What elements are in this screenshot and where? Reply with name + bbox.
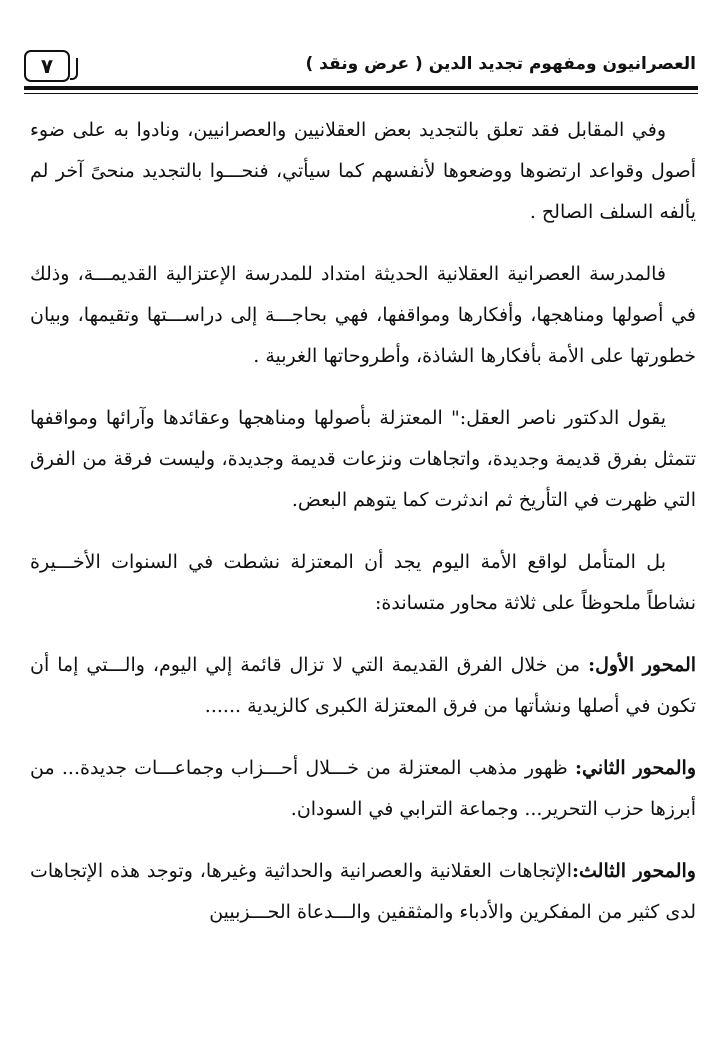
paragraph-axis-2 [30,748,696,830]
axis-3-text: الإتجاهات العقلانية والعصرانية والحداثية وغيرها، وتوجد هذه الإتجاهات لدى كثير من المفكرين والأدباء والمثقفين والـــدعاة الحـــزبيين [30,860,696,923]
axis-3-heading: والمحور الثالث: [571,860,696,882]
axis-2-heading: والمحور الثاني: [574,757,696,779]
running-title: العصرانيون ومفهوم تجديد الدين ( عرض ونقد ) [305,54,696,74]
paragraph-2 [30,254,696,377]
axis-2-text: ظهور مذهب المعتزلة من خـــلال أحـــزاب وجماعـــات جديدة... من أبرزها حزب التحرير... وجماعة الترابي في السودان. [30,757,696,820]
axis-1-heading: المحور الأول: [588,654,697,676]
paragraph-1-text: وفي المقابل فقد تعلق بالتجديد بعض العقلانيين والعصرانيين، ونادوا به على ضوء أصول وقواعد ارتضوها ووضعوها لأنفسهم كما سيأتي، فنحـــوا بالتجديد منحىً آخر لم يألفه السلف الصالح . [30,119,696,223]
paragraph-axis-1 [30,645,696,727]
paragraph-2-text: فالمدرسة العصرانية العقلانية الحديثة امتداد للمدرسة الإعتزالية القديمـــة، وذلك في أصولها ومناهجها، وأفكارها ومواقفها، فهي بحاجـــة إلى دراســـتها وتقيمها، وبيان خطورتها على الأمة بأفكارها الشاذة، وأطروحاتها الغربية . [30,263,696,367]
header-rule-thin [24,93,698,94]
axis-1-text: من خلال الفرق القديمة التي لا تزال قائمة إلي اليوم، والـــتي إما أن تكون في أصلها ونشأتها من فرق المعتزلة الكبرى كالزيدية ...... [30,654,696,717]
page-number-frame [24,50,70,82]
paragraph-3-text: يقول الدكتور ناصر العقل:" المعتزلة بأصولها ومناهجها وعقائدها وآرائها ومواقفها تتمثل بفرق قديمة وجديدة، واتجاهات ونزعات قديمة وجديدة، وليست فرقة من الفرق التي ظهرت في التأريخ ثم اندثرت كما يتوهم البعض. [30,407,696,511]
paragraph-3 [30,398,696,521]
paragraph-axis-3 [30,851,696,933]
paragraph-1 [30,110,696,233]
paragraph-4-text: بل المتأمل لواقع الأمة اليوم يجد أن المعتزلة نشطت في السنوات الأخـــيرة نشاطاً ملحوظاً على ثلاثة محاور متساندة: [30,551,696,614]
header-rule-thick [24,86,698,90]
paragraph-4 [30,542,696,624]
page-body [30,110,696,954]
page-header [24,50,698,94]
page-number: ٧ [40,54,54,78]
